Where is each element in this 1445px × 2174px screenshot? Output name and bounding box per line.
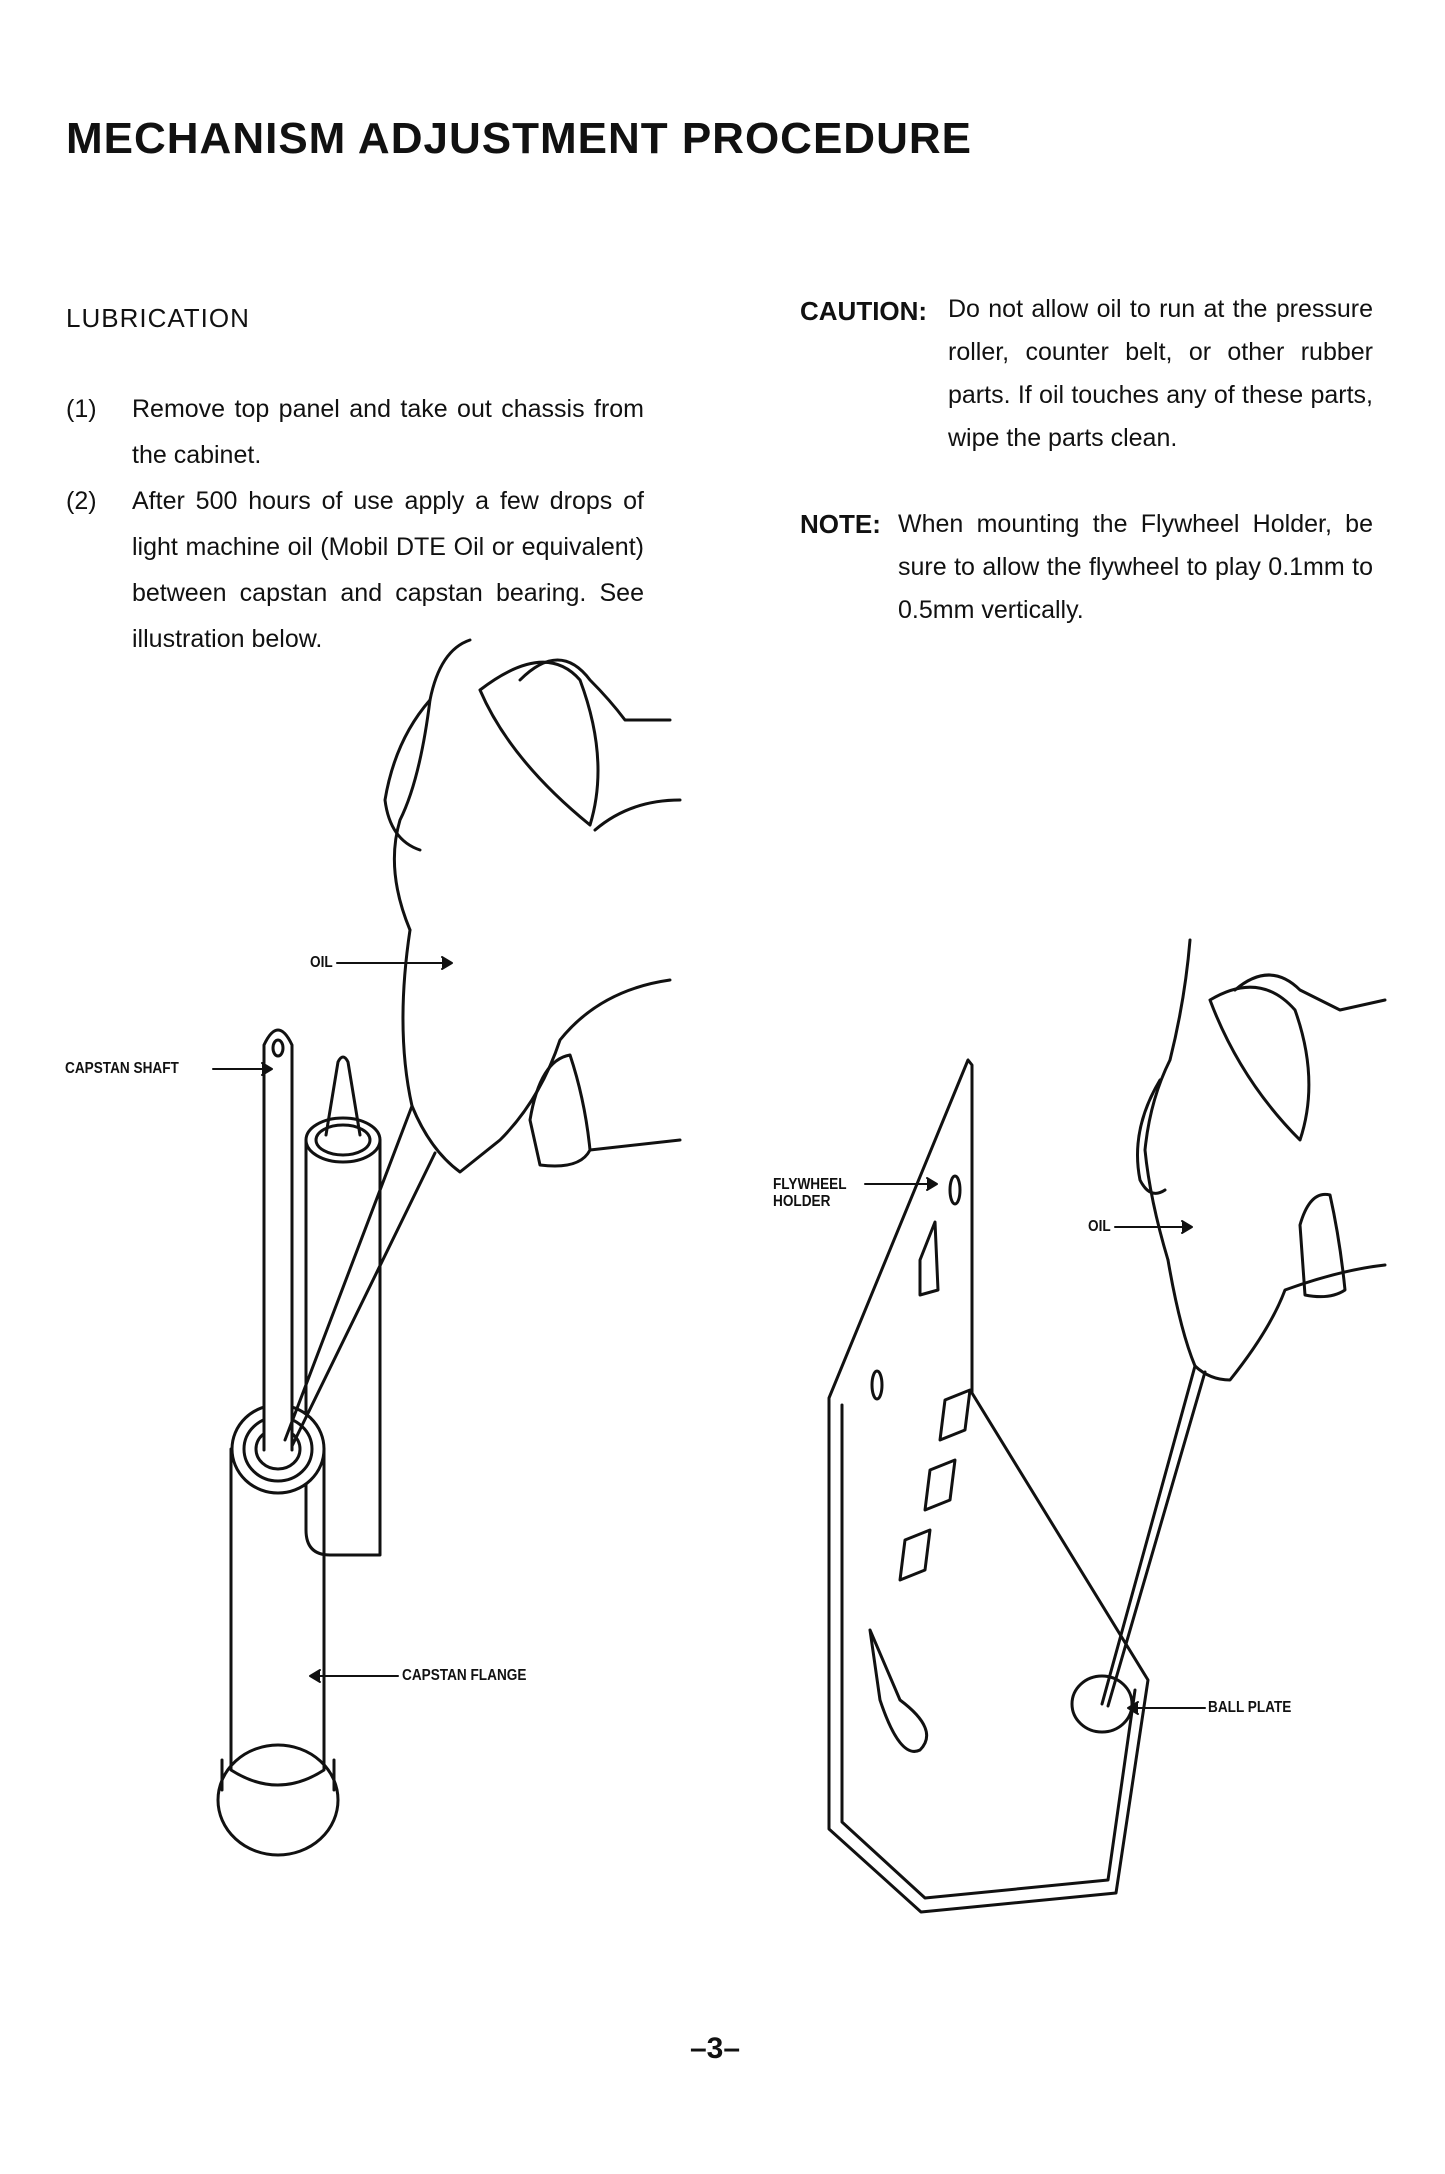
flywheel-holder-label-line2: HOLDER [773,1193,831,1210]
step-number: (2) [66,487,97,515]
section-heading: LUBRICATION [66,303,250,333]
oil-label: OIL [1088,1218,1111,1235]
flywheel-holder-label-line1: FLYWHEEL [773,1176,847,1193]
step-number: (1) [66,395,97,423]
ball-plate-label: BALL PLATE [1208,1699,1292,1716]
capstan-flange-label: CAPSTAN FLANGE [402,1667,527,1684]
page-number: –3– [690,2032,741,2065]
oil-label: OIL [310,954,333,971]
capstan-shaft-label: CAPSTAN SHAFT [65,1060,179,1077]
step-text: After 500 hours of use apply a few drops of light machine oil (Mobil DTE Oil or equivalent) between capstan and capstan bearing. See illustration below. [132,487,644,653]
step-text: Remove top panel and take out chassis from the cabinet. [132,395,644,469]
note-text: When mounting the Flywheel Holder, be sure to allow the flywheel to play 0.1mm to 0.5mm vertically. [898,510,1373,624]
caution-label: CAUTION: [800,296,928,326]
note-label: NOTE: [800,509,881,539]
flywheel-holder-illustration [829,940,1385,1912]
page-title: MECHANISM ADJUSTMENT PROCEDURE [66,114,972,163]
label-arrows [213,957,1205,1714]
caution-text: Do not allow oil to run at the pressure roller, counter belt, or other rubber parts. If oil touches any of these parts, wipe the parts clean. [948,295,1373,452]
